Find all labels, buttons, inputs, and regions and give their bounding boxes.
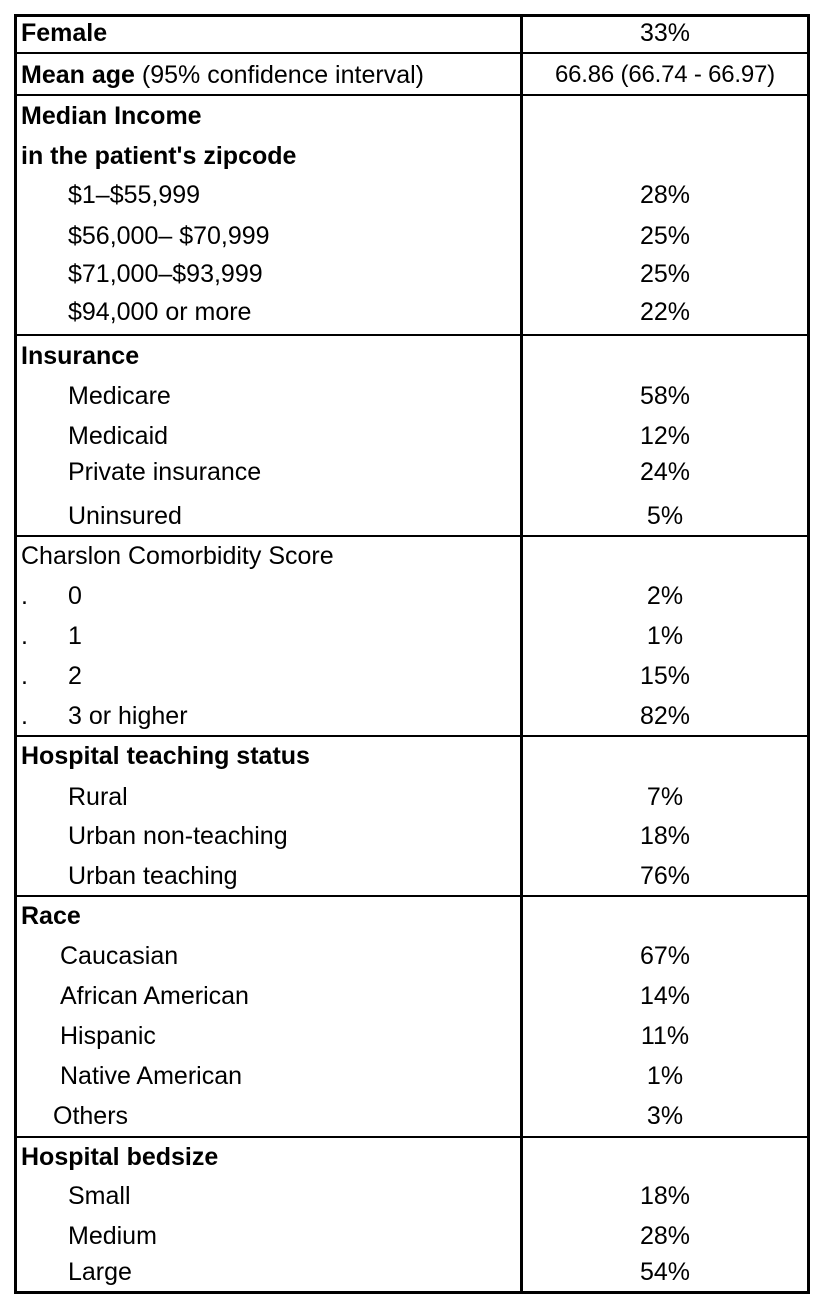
row-urban-teaching xyxy=(0,856,828,896)
row-label: 3 or higher xyxy=(68,702,188,730)
row-label xyxy=(21,55,424,95)
row-value: 25% xyxy=(639,260,691,288)
row-income-2 xyxy=(0,216,828,256)
row-value: 7% xyxy=(646,783,684,811)
section-heading: Hospital teaching status xyxy=(21,742,310,770)
section-heading: Insurance xyxy=(21,342,140,370)
row-caucasian xyxy=(0,936,828,976)
row-value: 67% xyxy=(639,942,691,970)
row-income-3 xyxy=(0,254,828,294)
row-value: 3% xyxy=(646,1102,684,1130)
row-income-1 xyxy=(0,175,828,215)
row-label: Urban teaching xyxy=(68,862,238,890)
row-value: 25% xyxy=(639,222,691,250)
row-hispanic xyxy=(0,1016,828,1056)
row-marker: . xyxy=(21,702,28,730)
row-small xyxy=(0,1176,828,1216)
row-label: Large xyxy=(68,1258,132,1286)
row-label: 0 xyxy=(68,582,82,610)
section-insurance xyxy=(0,336,828,376)
row-urban-non-teaching xyxy=(0,816,828,856)
row-value: 22% xyxy=(639,298,691,326)
row-label: Urban non-teaching xyxy=(68,822,288,850)
row-private-insurance xyxy=(0,452,828,492)
row-label: $71,000–$93,999 xyxy=(68,260,263,288)
row-label: Small xyxy=(68,1182,131,1210)
row-medicaid xyxy=(0,416,828,456)
row-label: Uninsured xyxy=(68,502,182,530)
row-medium xyxy=(0,1216,828,1256)
section-bedsize xyxy=(0,1137,828,1177)
row-mean-age xyxy=(0,55,828,95)
section-race xyxy=(0,896,828,936)
section-median-income xyxy=(0,96,828,136)
row-value: 33% xyxy=(639,19,691,47)
row-label: $94,000 or more xyxy=(68,298,252,326)
row-value: 66.86 (66.74 - 66.97) xyxy=(555,61,775,88)
section-heading: Charslon Comorbidity Score xyxy=(21,542,334,570)
row-female xyxy=(0,13,828,53)
section-median-income-line2 xyxy=(0,136,828,176)
row-label: Hispanic xyxy=(60,1022,156,1050)
row-label: Medicare xyxy=(68,382,171,410)
row-value: 28% xyxy=(639,181,691,209)
row-marker: . xyxy=(21,622,28,650)
row-label: Others xyxy=(53,1102,129,1130)
row-label: Medicaid xyxy=(68,422,169,450)
section-heading: Hospital bedsize xyxy=(21,1143,219,1171)
row-value: 1% xyxy=(646,622,684,650)
row-label: Private insurance xyxy=(68,458,262,486)
row-value: 14% xyxy=(639,982,691,1010)
row-marker: . xyxy=(21,662,28,690)
row-others xyxy=(0,1096,828,1136)
row-label: 2 xyxy=(68,662,82,690)
row-label: 1 xyxy=(68,622,82,650)
row-score-1 xyxy=(0,616,828,656)
row-value: 76% xyxy=(639,862,691,890)
row-value: 18% xyxy=(639,822,691,850)
row-score-3 xyxy=(0,696,828,736)
section-comorbidity xyxy=(0,536,828,576)
row-rural xyxy=(0,777,828,817)
row-score-0 xyxy=(0,576,828,616)
row-value: 15% xyxy=(639,662,691,690)
row-value: 11% xyxy=(640,1022,690,1050)
row-label: Caucasian xyxy=(60,942,179,970)
row-marker: . xyxy=(21,582,28,610)
row-label-main: Mean age xyxy=(21,61,135,89)
row-value: 5% xyxy=(646,502,684,530)
row-uninsured xyxy=(0,496,828,536)
row-score-2 xyxy=(0,656,828,696)
row-value: 82% xyxy=(639,702,691,730)
row-value: 1% xyxy=(646,1062,684,1090)
section-teaching-status xyxy=(0,736,828,776)
row-value: 18% xyxy=(639,1182,691,1210)
row-label: Medium xyxy=(68,1222,157,1250)
row-value: 54% xyxy=(639,1258,691,1286)
row-medicare xyxy=(0,376,828,416)
section-heading: Race xyxy=(21,902,81,930)
row-value: 24% xyxy=(639,458,691,486)
row-value: 12% xyxy=(639,422,691,450)
row-label: Native American xyxy=(60,1062,243,1090)
row-african-american xyxy=(0,976,828,1016)
row-label: Female xyxy=(21,19,108,47)
section-heading: Median Income xyxy=(21,102,202,130)
row-label-suffix: (95% confidence interval) xyxy=(134,61,424,89)
row-large xyxy=(0,1252,828,1292)
row-value: 58% xyxy=(639,382,691,410)
row-value: 28% xyxy=(639,1222,691,1250)
row-value: 2% xyxy=(646,582,684,610)
row-label: $56,000– $70,999 xyxy=(68,222,270,250)
row-label: $1–$55,999 xyxy=(68,181,201,209)
section-heading: in the patient's zipcode xyxy=(21,142,297,170)
row-label: African American xyxy=(60,982,249,1010)
row-label: Rural xyxy=(68,783,128,811)
row-native-american xyxy=(0,1056,828,1096)
row-income-4 xyxy=(0,292,828,332)
